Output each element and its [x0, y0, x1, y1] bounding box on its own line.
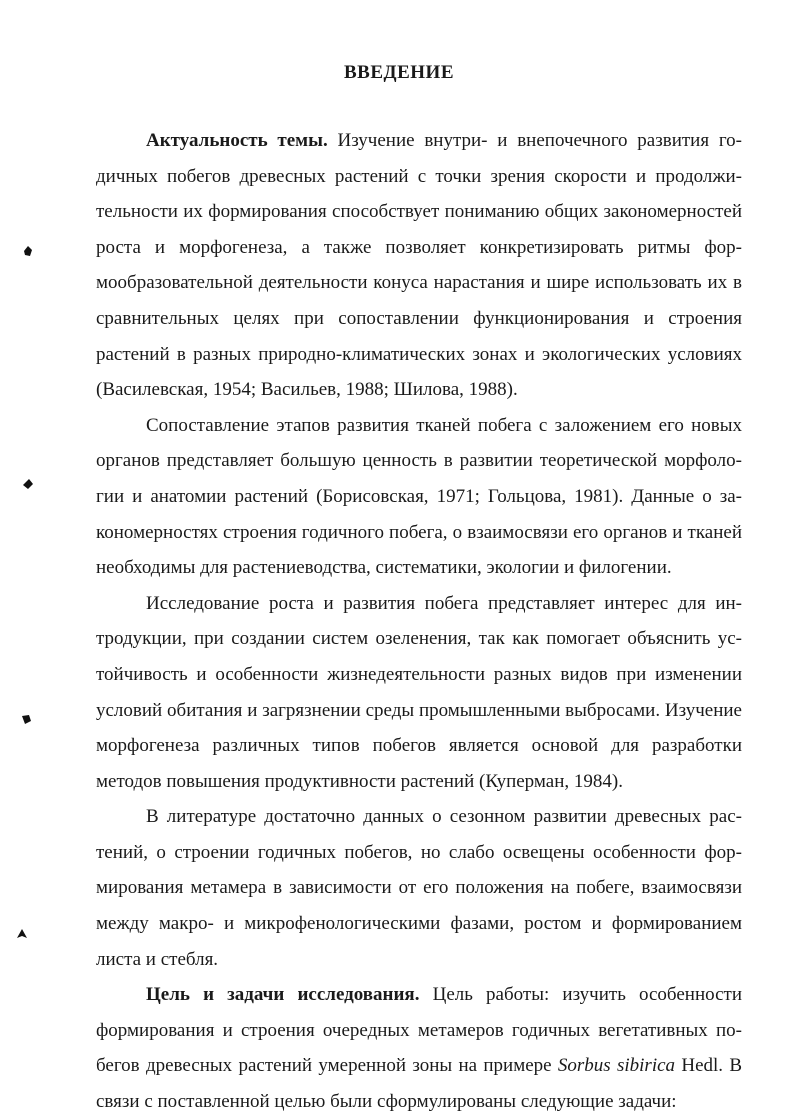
- paragraph-relevance: [96, 123, 742, 408]
- paragraph-research: [96, 586, 742, 800]
- page-title: ВВЕДЕНИЕ: [344, 62, 454, 83]
- paragraph-lead: Цель и задачи исследования.: [146, 984, 420, 1006]
- scan-speck: [20, 713, 32, 725]
- species-name: Sorbus sibirica: [557, 1055, 676, 1077]
- paragraph-text: Исследование роста и развития побега представляет интерес для интродукции, при создании систем озеленения, так как помогает объяснить устойчивость и особенности жизнедеятельности разных видов при изменении условий обитания и загрязнении среды промышленными выбросами. Изучение морфогенеза различных типов побегов является основой для разработки методов повышения продуктивности растений (Куперман, 1984).: [96, 592, 742, 792]
- paragraph-literature: [96, 799, 742, 977]
- paragraph-text: Изучение внутри- и внепочечного развития годичных побегов древесных растений с точки зрения скорости и продолжительности их формирования способствует пониманию общих закономерностей роста и морфогенеза, а также позволяет конкретизировать ритмы формообразовательной деятельности конуса нарастания и шире использовать их в сравнительных целях при сопоставлении функционирования и строения растений в разных природно-климатических зонах и экологических условиях (Василевская, 1954; Васильев, 1988; Шилова, 1988).: [96, 130, 742, 401]
- paragraph-text: Сопоставление этапов развития тканей побега с заложением его новых органов представляет большую ценность в развитии теоретической морфологии и анатомии растений (Борисовская, 1971; Гольцова, 1981). Данные о закономерностях строения годичного побега, о взаимосвязи его органов и тканей необходимы для растениеводства, систематики, экологии и филогении.: [96, 414, 742, 579]
- scan-speck: [22, 478, 34, 490]
- paragraph-text: Цель работы: изучить особенности формирования и строения очередных метамеров годичных вегетативных побегов древесных растений умеренной зоны на примере: [96, 984, 742, 1077]
- paragraph-comparison: [96, 408, 742, 586]
- paragraph-goals: [96, 977, 742, 1119]
- body-text: [96, 123, 742, 1120]
- scan-speck: [22, 245, 34, 257]
- scan-speck: [16, 928, 28, 940]
- paragraph-text: Hedl. В связи с поставленной целью были сформулированы следующие задачи:: [96, 1055, 743, 1113]
- paragraph-text: В литературе достаточно данных о сезонном развитии древесных растений, о строении годичных побегов, но слабо освещены особенности формирования метамера в зависимости от его положения на побеге, взаимосвязи между макро- и микрофенологическими фазами, ростом и формированием листа и стебля.: [96, 806, 742, 970]
- paragraph-lead: Актуальность темы.: [146, 130, 328, 151]
